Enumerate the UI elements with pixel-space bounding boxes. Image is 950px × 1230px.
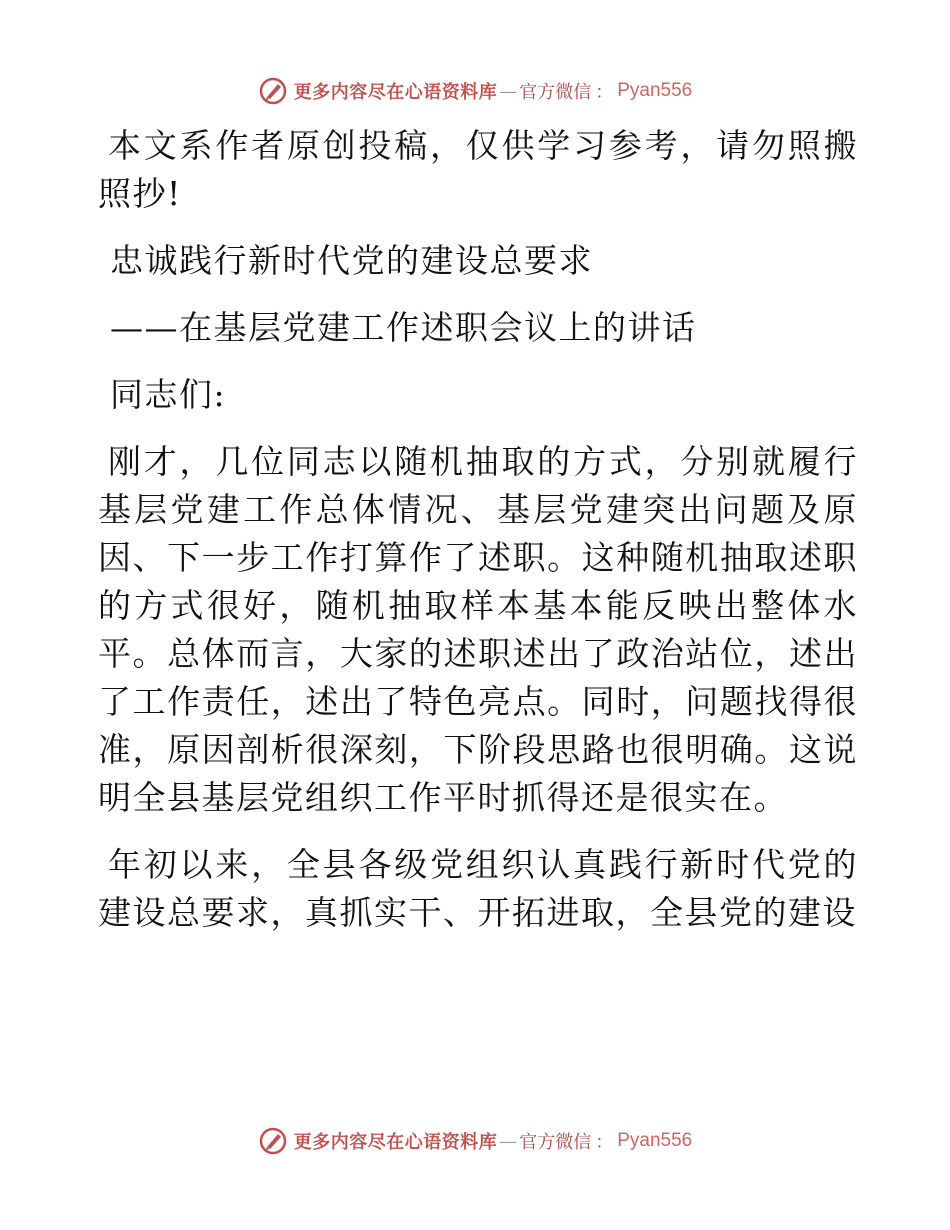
disclaimer-text: 本文系作者原创投稿，仅供学习参考，请勿照搬照抄! xyxy=(98,126,858,213)
header-banner xyxy=(0,71,950,111)
greeting-text: 同志们: xyxy=(110,375,227,414)
header-wechat-label: 官方微信 xyxy=(519,82,592,103)
footer-site-text: 更多内容尽在心语资料库 xyxy=(293,1132,498,1153)
body-paragraph: 刚才，几位同志以随机抽取的方式，分别就履行基层党建工作总体情况、基层党建突出问题及原因、下一步工作打算作了述职。这种随机抽取述职的方式很好，随机抽取样本基本能反映出整体水平。总体而言，大家的述职述出了政治站位，述出了工作责任，述出了特色亮点。同时，问题找得很准，原因剖析很深刻，下阶段思路也很明确。这说明全县基层党组织工作平时抓得还是很实在。 xyxy=(98,442,858,817)
document-title: 忠诚践行新时代党的建设总要求 xyxy=(110,241,593,280)
header-colon: ： xyxy=(595,82,614,103)
header-dash: — xyxy=(499,80,518,102)
pen-logo-icon xyxy=(258,1126,288,1156)
footer-wechat-id: Pyan556 xyxy=(617,1130,693,1151)
header-site-text: 更多内容尽在心语资料库 xyxy=(293,82,498,103)
document-subtitle: ——在基层党建工作述职会议上的讲话 xyxy=(110,308,697,347)
pen-logo-icon xyxy=(258,76,288,106)
body-paragraph: 年初以来，全县各级党组织认真践行新时代党的建设总要求，真抓实干、开拓进取，全县党的建设 xyxy=(98,845,858,932)
footer-dash: — xyxy=(499,1130,518,1152)
header-wechat-id: Pyan556 xyxy=(617,80,693,101)
footer-banner xyxy=(0,1121,950,1161)
footer-wechat-label: 官方微信 xyxy=(519,1132,592,1153)
footer-colon: ： xyxy=(595,1132,614,1153)
document-body xyxy=(98,122,858,956)
